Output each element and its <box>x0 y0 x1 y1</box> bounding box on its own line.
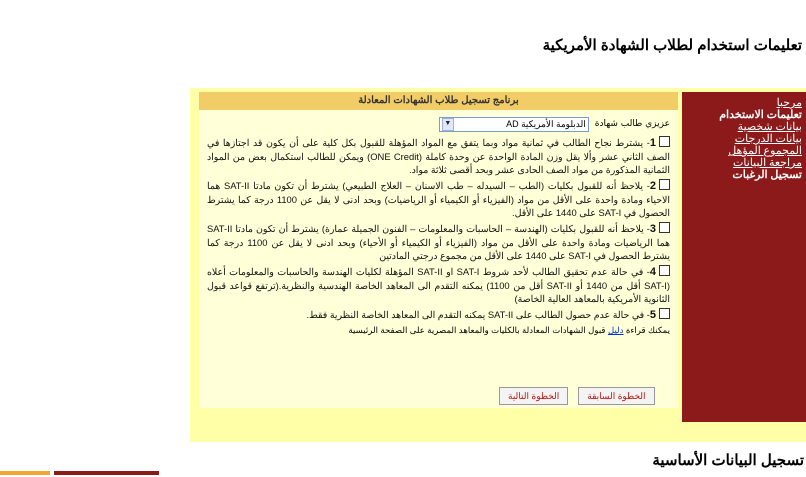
guide-note-prefix: يمكنك قراءة <box>625 325 670 335</box>
footer-heading: تسجيل البيانات الأساسية <box>652 452 804 469</box>
rule-5 <box>207 308 670 322</box>
rule-5-text: - في حالة عدم حصول الطالب على SAT-II يمكنه التقدم الى المعاهد الخاصة النظرية فقط. <box>306 309 650 320</box>
rule-2-number: 2 <box>649 180 656 192</box>
rule-2-text: - يلاحظ أنه للقبول بكليات (الطب – السيدله – طب الاسنان – العلاج الطبيعي) يشترط أن تكون مادتا SAT-II هما الاحياء ومادة واحدة على الأقل من مواد (الفيزياء أو الكيمياء أو الرياضيات) وبحد ادنى لا يقل عن 1100 درجة كما يشترط الحصول في SAT-I على 1440 على الأقل. <box>207 180 670 218</box>
rule-4-checkbox[interactable] <box>659 265 670 276</box>
sidebar-item-grades-data[interactable]: بيانات الدرجات <box>734 133 802 145</box>
sidebar-item-review-data[interactable]: مراجعة البيانات <box>733 157 802 169</box>
certificate-select-value: الدبلومة الأمريكية AD <box>506 118 586 129</box>
rule-4-text: - في حالة عدم تحقيق الطالب لأحد شروط SAT-I او SAT-II المؤهلة لكليات الهندسة والحاسبات والمعلومات أعلاه (SAT-I أقل من 1440 أو SAT-II أقل من 1100) يمكنه التقدم الى المعاهد الخاصة الهندسية والنظرية.(ترتفع قواعد قبول الثانوية الأمريكية بالمعاهد العالية الخاصة) <box>207 266 670 304</box>
guide-note-suffix: قبول الشهادات المعادلة بالكليات والمعاهد المصرية على الصفحة الرئيسية <box>348 325 606 335</box>
certificate-row <box>199 115 670 133</box>
guide-link[interactable]: دليل <box>607 325 624 335</box>
panel-title: برنامج تسجيل طلاب الشهادات المعادلة <box>199 92 678 110</box>
certificate-select[interactable] <box>439 117 589 132</box>
rule-1 <box>207 136 670 176</box>
rule-3-checkbox[interactable] <box>659 222 670 233</box>
sidebar-item-register-desires: تسجيل الرغبات <box>732 169 802 181</box>
instructions-panel <box>199 92 678 408</box>
sidebar-item-instructions: تعليمات الاستخدام <box>719 109 802 121</box>
sidebar-item-welcome[interactable]: مرحبا <box>776 97 802 109</box>
rule-2-checkbox[interactable] <box>659 179 670 190</box>
sidebar-menu <box>682 92 806 422</box>
guide-note <box>207 325 670 336</box>
rule-1-checkbox[interactable] <box>659 136 670 147</box>
step-buttons <box>499 387 655 405</box>
rule-2 <box>207 179 670 219</box>
rule-5-checkbox[interactable] <box>659 308 670 319</box>
rule-3 <box>207 222 670 262</box>
rule-5-number: 5 <box>649 309 656 321</box>
rule-1-text: - يشترط نجاح الطالب في ثمانية مواد وبما يتفق مع المواد المؤهلة للقبول بكل كلية على أن يكون قد اجتازها في الصف الثاني عشر وألا يقل وزن المادة الواحدة عن وحدة كاملة (ONE Credit) ويمكن للطالب استكمال بعض من المواد الثمانية المذكورة من مواد الصف الحادى عشر وبحد أقصى ثلاثة مواد. <box>207 137 670 175</box>
rule-3-text: - يلاحظ أنه للقبول بكليات (الهندسة – الحاسبات والمعلومات – الفنون الجميلة عمارة) يشترط أن تكون مادتا SAT-II هما الرياضيات ومادة واحدة على الأقل من مواد (الفيزياء أو الكيمياء أو الأحياء) وبحد ادنى لا يقل عن 1100 درجة كما يشترط الحصول في SAT-I على 1440 على الأقل من مجموع درجتي المادتين <box>207 223 670 261</box>
rule-4 <box>207 265 670 305</box>
previous-step-button[interactable]: الخطوة السابقة <box>578 387 654 405</box>
certificate-label: عزيزي طالب شهادة <box>594 119 670 129</box>
accent-bar-red <box>54 471 159 475</box>
next-step-button[interactable]: الخطوة التالية <box>499 387 568 405</box>
rule-1-number: 1 <box>649 137 656 149</box>
rule-4-number: 4 <box>649 266 656 278</box>
page-heading: تعليمات استخدام لطلاب الشهادة الأمريكية <box>542 37 802 54</box>
accent-bar-orange <box>0 471 50 475</box>
sidebar-item-personal-data[interactable]: بيانات شخصية <box>737 121 802 133</box>
sidebar-item-qualifying-total[interactable]: المجموع المؤهل <box>728 145 802 157</box>
rule-3-number: 3 <box>649 223 656 235</box>
chevron-down-icon[interactable]: ▼ <box>442 118 454 131</box>
